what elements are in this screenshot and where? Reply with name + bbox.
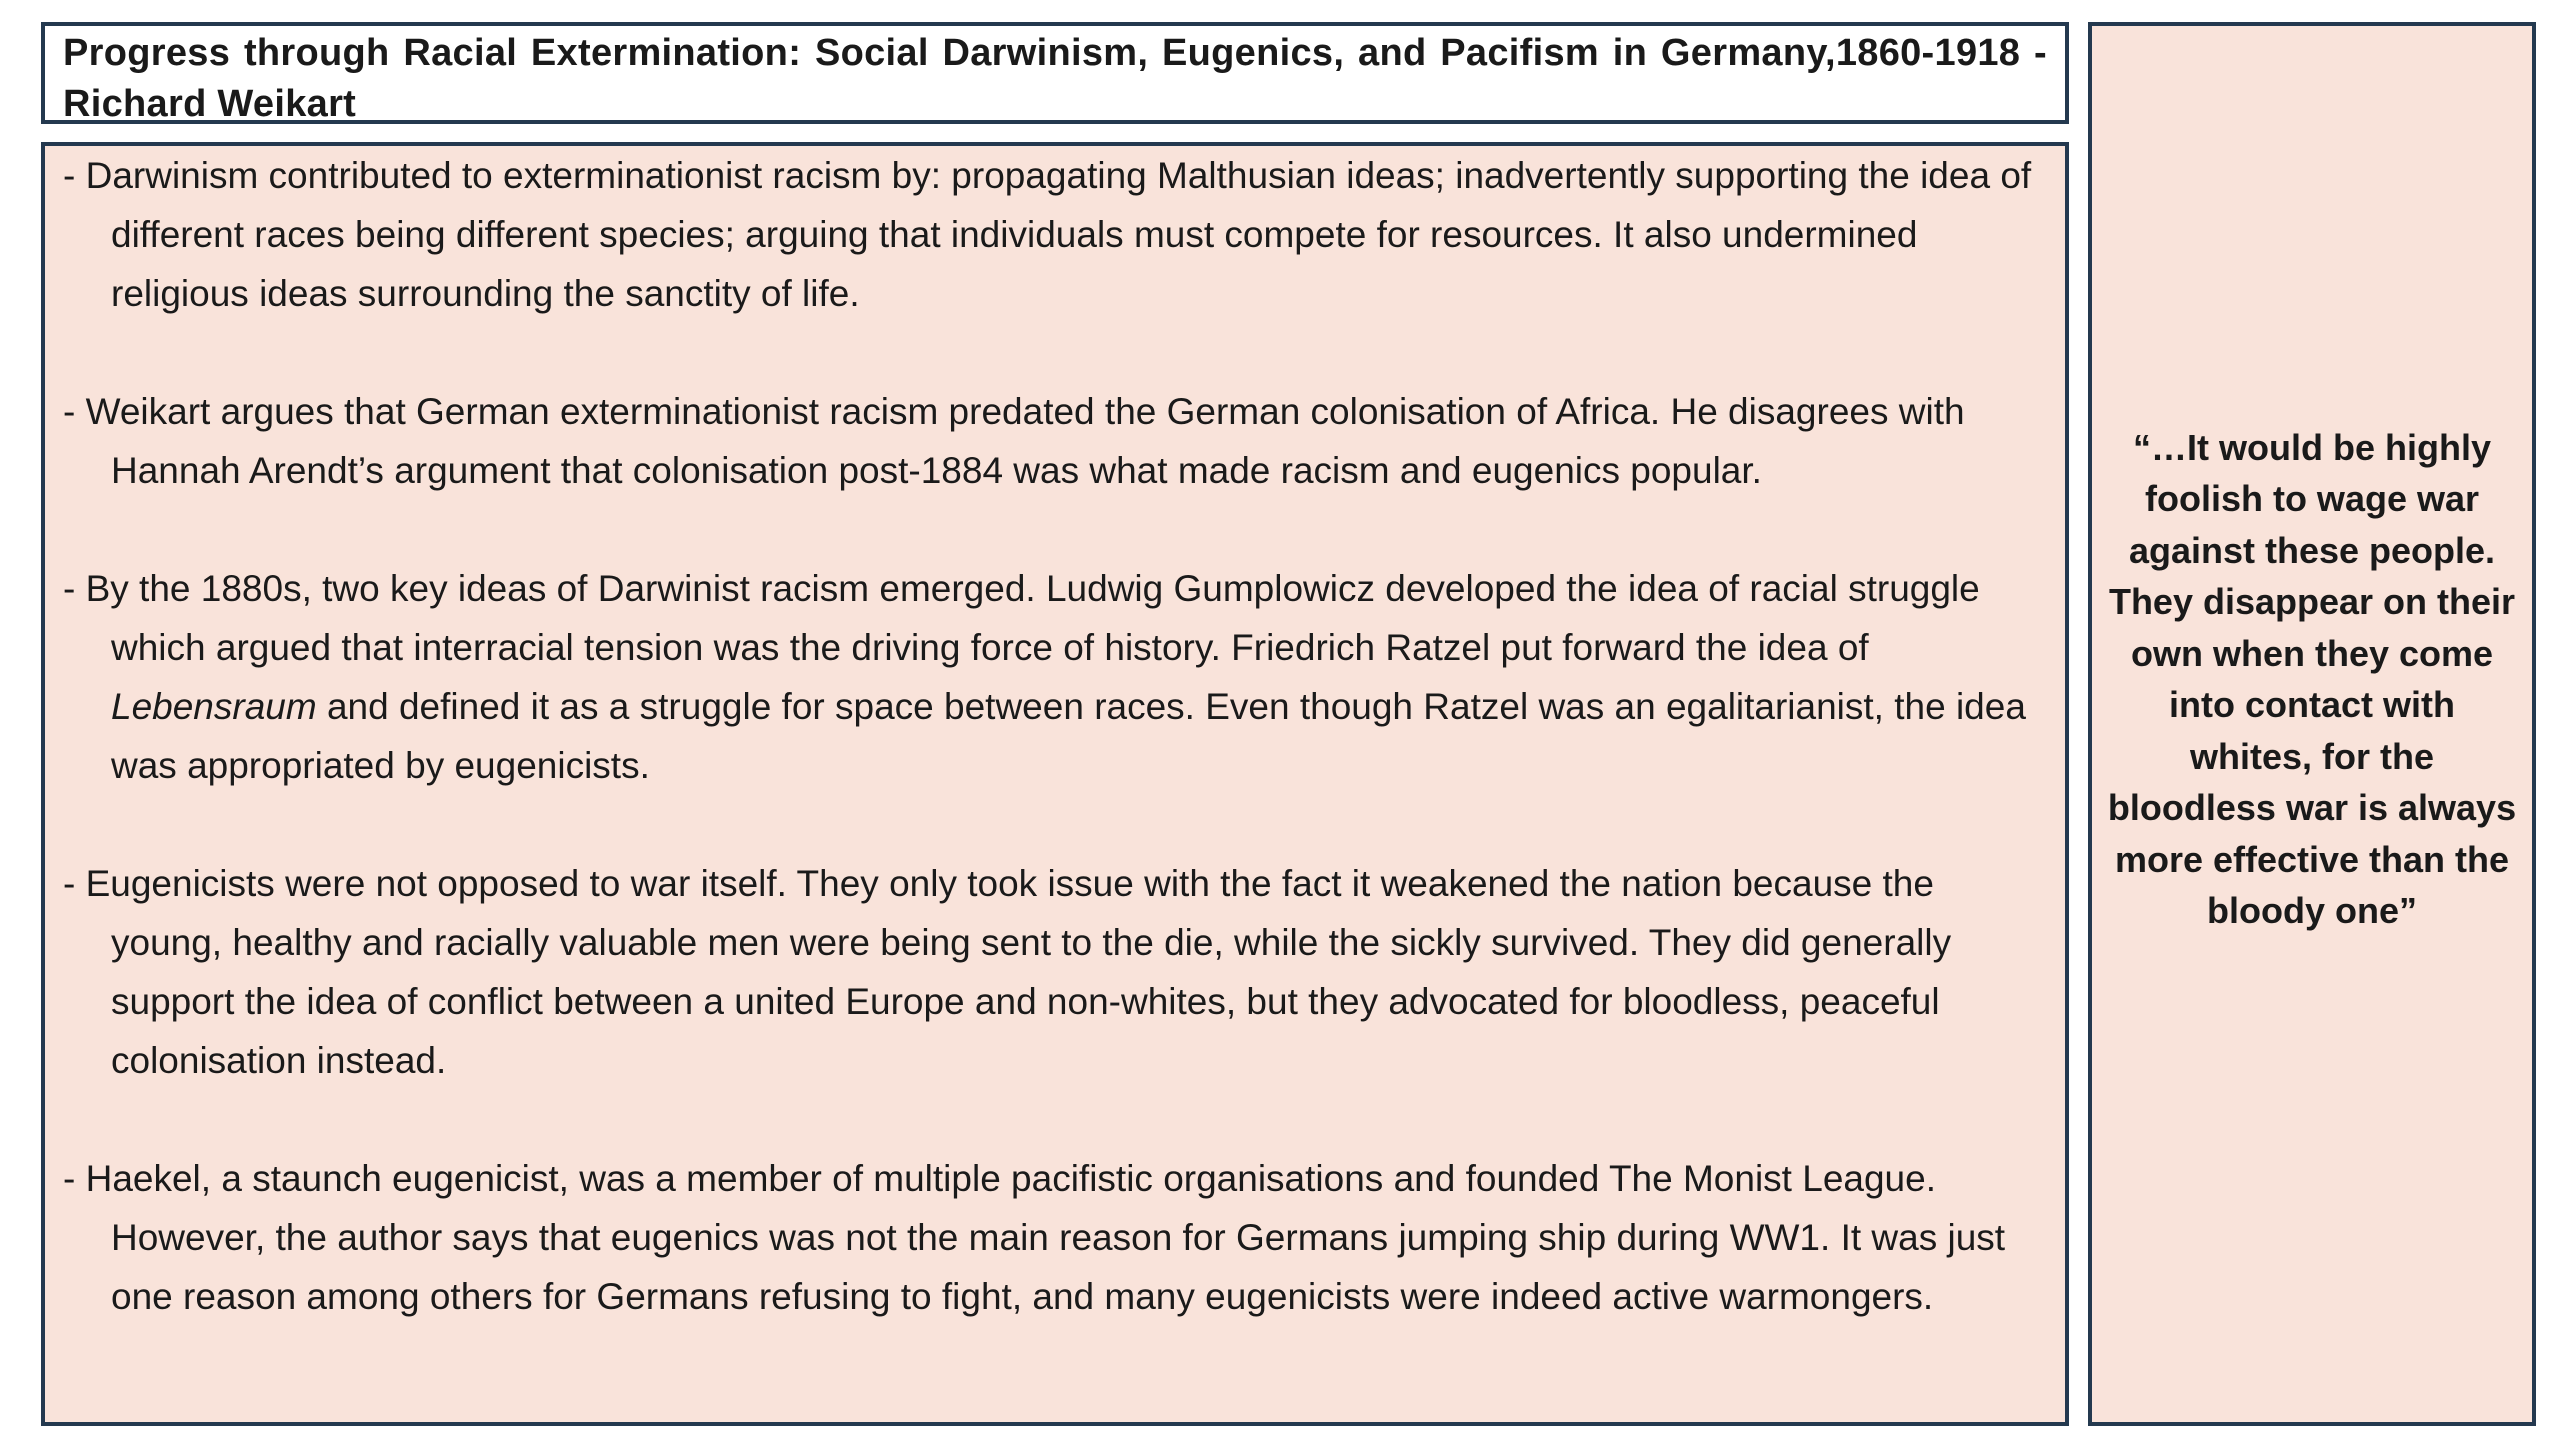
quote-text: “…It would be highly foolish to wage war against these people. They disappear on their own when they come into contact with whites, for the bloodless war is always more effective than the bloody one”: [2107, 426, 2517, 931]
note-paragraph-5: - Haekel, a staunch eugenicist, was a member of multiple pacifistic organisations and founded The Monist League. However, the author says that eugenics was not the main reason for Germans jumping ship during WW1. It was just one reason among others for Germans refusing to fight, and many eugenicists were indeed active warmongers.: [63, 1158, 2006, 1317]
note-paragraph-2: - Weikart argues that German exterminationist racism predated the German colonisation of Africa. He disagrees with Hannah Arendt’s argument that colonisation post-1884 was what made racism and eugenics popular.: [63, 391, 1965, 491]
page-title: Progress through Racial Extermination: Social Darwinism, Eugenics, and Pacifism in Germany,1860-1918 - Richard Weikart: [63, 32, 2047, 125]
note-paragraph-4: - Eugenicists were not opposed to war itself. They only took issue with the fact it weakened the nation because the young, healthy and racially valuable men were being sent to the die, while the sickly survived. They did generally support the idea of conflict between a united Europe and non-whites, but they advocated for bloodless, peaceful colonisation instead.: [63, 863, 1952, 1081]
lebensraum-term: Lebensraum: [111, 686, 317, 727]
note-paragraph-3: [63, 559, 2047, 795]
title-panel: [41, 22, 2069, 124]
quote-panel: [2088, 22, 2536, 1426]
note-paragraph-1: - Darwinism contributed to exterminationist racism by: propagating Malthusian ideas; inadvertently supporting the idea of different races being different species; arguing that individuals must compete for resources. It also undermined religious ideas surrounding the sanctity of life.: [63, 155, 2032, 314]
note-paragraph-3-after: and defined it as a struggle for space between races. Even though Ratzel was an egalitarianist, the idea was appropriated by eugenicists.: [111, 686, 2026, 786]
notes-panel: [41, 142, 2069, 1426]
note-paragraph-3-before: - By the 1880s, two key ideas of Darwinist racism emerged. Ludwig Gumplowicz developed the idea of racial struggle which argued that interracial tension was the driving force of history. Friedrich Ratzel put forward the idea of: [63, 568, 1980, 668]
